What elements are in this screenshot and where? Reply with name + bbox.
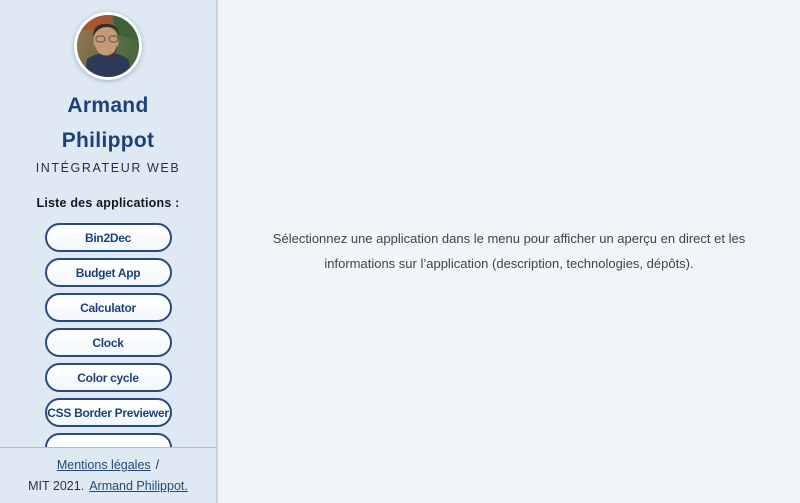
license-text: MIT 2021. [28,479,85,493]
legal-link[interactable]: Mentions légales [56,458,151,472]
apps-list-label: Liste des applications : [36,196,180,210]
app-button-css-border-previewer[interactable]: CSS Border Previewer [45,398,172,427]
profile-name: Armand Philippot [61,94,155,152]
app-button-clock[interactable]: Clock [45,328,172,357]
sidebar-footer [0,447,216,503]
profile-role: INTÉGRATEUR WEB [35,161,181,175]
empty-state-message: Sélectionnez une application dans le menu pour afficher un aperçu en direct et les informations sur l’application (description, technologies, dépôts). [272,231,746,271]
author-link[interactable]: Armand Philippot. [89,479,188,493]
avatar [74,12,142,80]
main-panel [218,0,800,503]
footer-separator: / [155,458,160,472]
sidebar [0,0,218,503]
app-button-calculator[interactable]: Calculator [45,293,172,322]
app-button-budget-app[interactable]: Budget App [45,258,172,287]
app-button-color-cycle[interactable]: Color cycle [45,363,172,392]
apps-nav [0,223,216,447]
app-button-clipped[interactable] [45,433,172,447]
profile-photo-icon [77,15,139,77]
app-button-bin2dec[interactable]: Bin2Dec [45,223,172,252]
legal-line [57,458,159,472]
license-line [28,479,188,493]
